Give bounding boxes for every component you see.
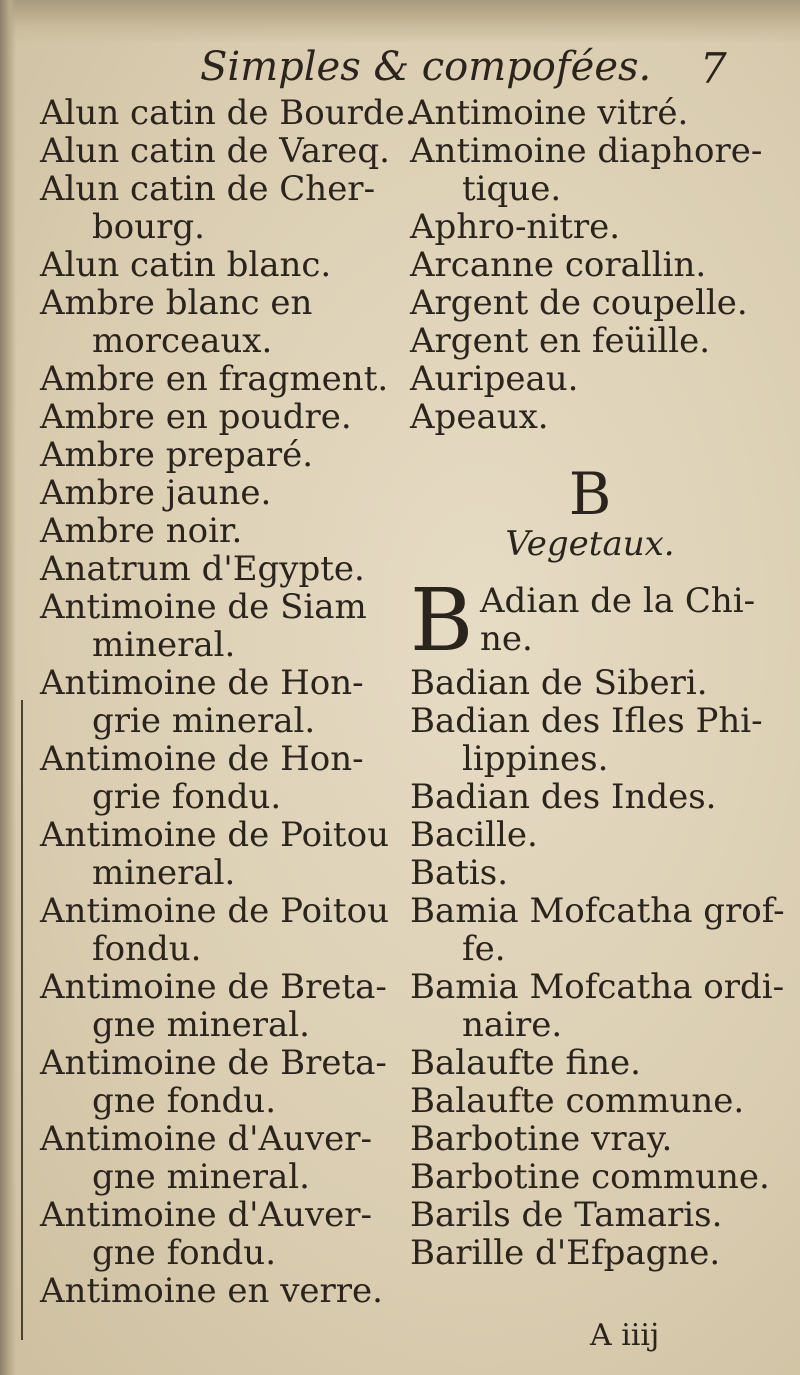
entry-line: Badian des Indes. xyxy=(410,777,717,817)
section-heading xyxy=(410,460,770,564)
entry-line: Barbotine commune. xyxy=(410,1157,770,1197)
entry-line: Antimoine d'Auver- xyxy=(40,1119,373,1159)
entry-line: Bamia Mofcatha grof- xyxy=(410,891,785,931)
entry-line: Antimoine de Breta- xyxy=(40,1043,387,1083)
page-number: 7 xyxy=(700,44,727,93)
entry-line: Barbotine vray. xyxy=(410,1119,673,1159)
entry-line: Antimoine en verre. xyxy=(40,1271,383,1311)
page-edge-top xyxy=(0,0,800,44)
entry-line: Barils de Tamaris. xyxy=(410,1195,723,1235)
entry-line: Ambre preparé. xyxy=(40,435,314,475)
entry-line: Ambre noir. xyxy=(40,511,243,551)
entry-line: Balaufte commune. xyxy=(410,1081,745,1121)
entry-line: Aphro-nitre. xyxy=(410,207,621,247)
entry-line: Antimoine de Hon- xyxy=(40,739,364,779)
entry-line: Alun catin blanc. xyxy=(40,245,332,285)
entry-line: Alun catin de Bourde. xyxy=(40,93,416,133)
entry-line: Apeaux. xyxy=(410,397,549,437)
entry-line: Argent en feüille. xyxy=(410,321,711,361)
entry-line: Alun catin de Cher- xyxy=(40,169,376,209)
entry-line: fondu. xyxy=(92,929,202,969)
entry-line: Batis. xyxy=(410,853,509,893)
entry-line: Balaufte fine. xyxy=(410,1043,641,1083)
entry-line: morceaux. xyxy=(92,321,273,361)
entry-line: ne. xyxy=(480,619,533,659)
entry-line: Ambre en poudre. xyxy=(40,397,352,437)
entry-line: Auripeau. xyxy=(410,359,579,399)
entry-line: Barille d'Efpagne. xyxy=(410,1233,721,1273)
entry-line: Argent de coupelle. xyxy=(410,283,748,323)
entry-line: fe. xyxy=(462,929,506,969)
entry-line: Alun catin de Vareq. xyxy=(40,131,390,171)
entry-line: Antimoine d'Auver- xyxy=(40,1195,373,1235)
entry-line: gne mineral. xyxy=(92,1157,310,1197)
entry-line: lippines. xyxy=(462,739,609,779)
entry-line: Arcanne corallin. xyxy=(410,245,707,285)
entry-line: Ambre blanc en xyxy=(40,283,313,323)
entry-line: grie fondu. xyxy=(92,777,282,817)
entry-line: Antimoine de Poitou xyxy=(40,891,389,931)
entry-line: Antimoine de Siam xyxy=(40,587,367,627)
entry-line: Antimoine vitré. xyxy=(410,93,689,133)
entry-line: Ambre jaune. xyxy=(40,473,272,513)
entry-line: gne fondu. xyxy=(92,1081,277,1121)
entry-line: Badian de Siberi. xyxy=(410,663,708,703)
margin-rule xyxy=(21,700,23,1340)
entry-line: Bacille. xyxy=(410,815,538,855)
entry-line: Adian de la Chi- xyxy=(480,581,756,621)
entry-line: mineral. xyxy=(92,625,236,665)
running-title: Simples & compofées. xyxy=(200,44,652,90)
entry-line: tique. xyxy=(462,169,562,209)
entry-line: gne mineral. xyxy=(92,1005,310,1045)
entry-line: Antimoine de Poitou xyxy=(40,815,389,855)
entry-line: bourg. xyxy=(92,207,205,247)
entry-line: grie mineral. xyxy=(92,701,316,741)
entry-line: Antimoine de Breta- xyxy=(40,967,387,1007)
entry-line: gne fondu. xyxy=(92,1233,277,1273)
entry-line: Anatrum d'Egypte. xyxy=(40,549,365,589)
entry-line: Ambre en fragment. xyxy=(40,359,389,399)
signature-mark: A iiij xyxy=(590,1318,660,1353)
entry-line: naire. xyxy=(462,1005,563,1045)
entry-line: mineral. xyxy=(92,853,236,893)
entry-line: Badian des Ifles Phi- xyxy=(410,701,763,741)
entry-line: Antimoine de Hon- xyxy=(40,663,364,703)
page-edge-left xyxy=(0,0,16,1375)
entry-line: Antimoine diaphore- xyxy=(410,131,763,171)
section-title: Vegetaux. xyxy=(505,524,675,564)
page-header xyxy=(200,44,740,100)
entry-line: Bamia Mofcatha ordi- xyxy=(410,967,785,1007)
section-letter: B xyxy=(568,460,612,528)
drop-cap: B xyxy=(410,571,474,671)
